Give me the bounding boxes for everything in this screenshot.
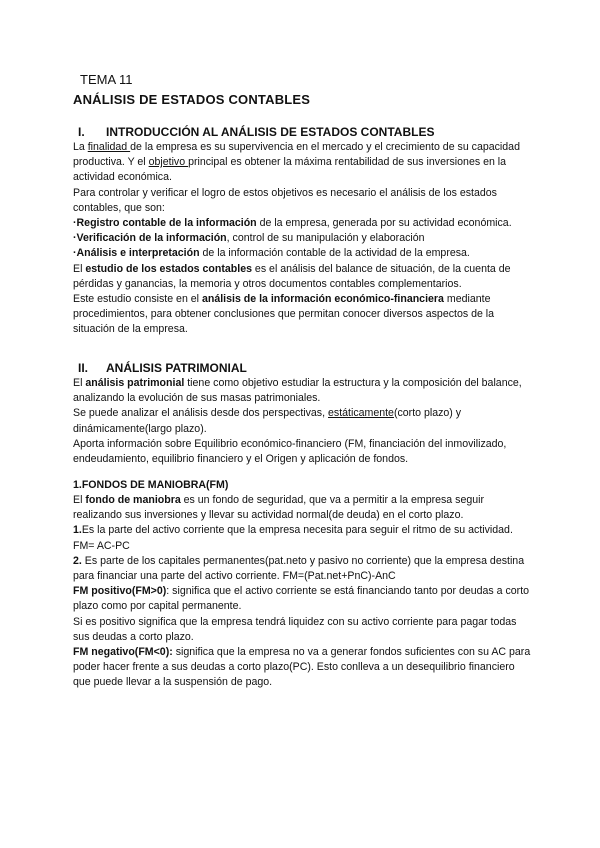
paragraph: Se puede analizar el análisis desde dos perspectivas, estáticamente(corto plazo) y dinámicamente(largo plazo). (73, 407, 462, 435)
fondos-body (73, 493, 533, 691)
paragraph: El análisis patrimonial tiene como objetivo estudiar la estructura y la composición del balance, analizando la evolución de sus masas patrimoniales. (73, 377, 522, 405)
section-title: INTRODUCCIÓN AL ANÁLISIS DE ESTADOS CONTABLES (106, 125, 435, 139)
section-heading-introduccion (78, 125, 434, 140)
paragraph: Aporta información sobre Equilibrio económico-financiero (FM, financiación del inmovilizado, endeudamiento, equilibrio financiero y el Origen y aplicación de fondos. (73, 437, 507, 466)
paragraph: Este estudio consiste en el análisis de la información económico-financiera mediante procedimientos, para obtener conclusiones que permitan conocer diversos aspectos de la situación de la empresa. (73, 293, 495, 336)
term-estaticamente: estáticamente (328, 407, 394, 420)
subsection-title: 1.FONDOS DE MANIOBRA(FM) (73, 479, 229, 491)
definition-item: 1.Es la parte del activo corriente que la empresa necesita para seguir el ritmo de su actividad. FM= AC-PC (73, 524, 513, 552)
page-title: ANÁLISIS DE ESTADOS CONTABLES (73, 92, 311, 107)
section-number: II. (78, 361, 89, 375)
definition-item: 2. Es parte de los capitales permanentes(pat.neto y pasivo no corriente) que la empresa destina para financiar una parte del activo corriente. FM=(Pat.net+PnC)-AnC (73, 554, 525, 583)
paragraph: FM positivo(FM>0): significa que el activo corriente se está financiando tanto por deudas a corto plazo como por capital permanente. (73, 585, 530, 613)
paragraph: La finalidad de la empresa es su supervivencia en el mercado y el crecimiento de su capacidad productiva. Y el objetivo principal es obtener la máxima rentabilidad de sus inversiones en la actividad económica. (73, 141, 520, 184)
term-finalidad: finalidad (87, 141, 131, 153)
section-heading-patrimonial (78, 361, 247, 376)
paragraph: Si es positivo significa que la empresa tendrá liquidez con su activo corriente para pagar todas sus deudas a corto plazo. (73, 615, 517, 643)
patrimonial-body (73, 376, 533, 467)
term-objetivo: objetivo (148, 156, 189, 169)
list-item: ·Análisis e interpretación de la información contable de la actividad de la empresa. (73, 247, 470, 260)
list-item: ·Verificación de la información, control de su manipulación y elaboración (73, 232, 425, 245)
topic-number: TEMA 11 (80, 72, 133, 87)
paragraph: Para controlar y verificar el logro de estos objetivos es necesario el análisis de los estados contables, que son: (73, 186, 497, 214)
paragraph: FM negativo(FM<0): significa que la empresa no va a generar fondos suficientes con su AC para poder hacer frente a sus deudas a corto plazo(PC). Esto conlleva a un desequilibrio financiero que puede llevar a la suspensión de pago. (73, 646, 531, 689)
list-item: ·Registro contable de la información de la empresa, generada por su actividad económica. (73, 217, 512, 230)
paragraph: El fondo de maniobra es un fondo de seguridad, que va a permitir a la empresa seguir realizando sus inversiones y llevar su actividad normal(de deuda) en el corto plazo. (73, 494, 484, 522)
intro-body (73, 140, 533, 338)
paragraph: El estudio de los estados contables es el análisis del balance de situación, de la cuenta de pérdidas y ganancias, la memoria y otros documentos contables complementarios. (73, 262, 511, 290)
section-title: ANÁLISIS PATRIMONIAL (106, 361, 247, 375)
section-number: I. (78, 125, 85, 139)
